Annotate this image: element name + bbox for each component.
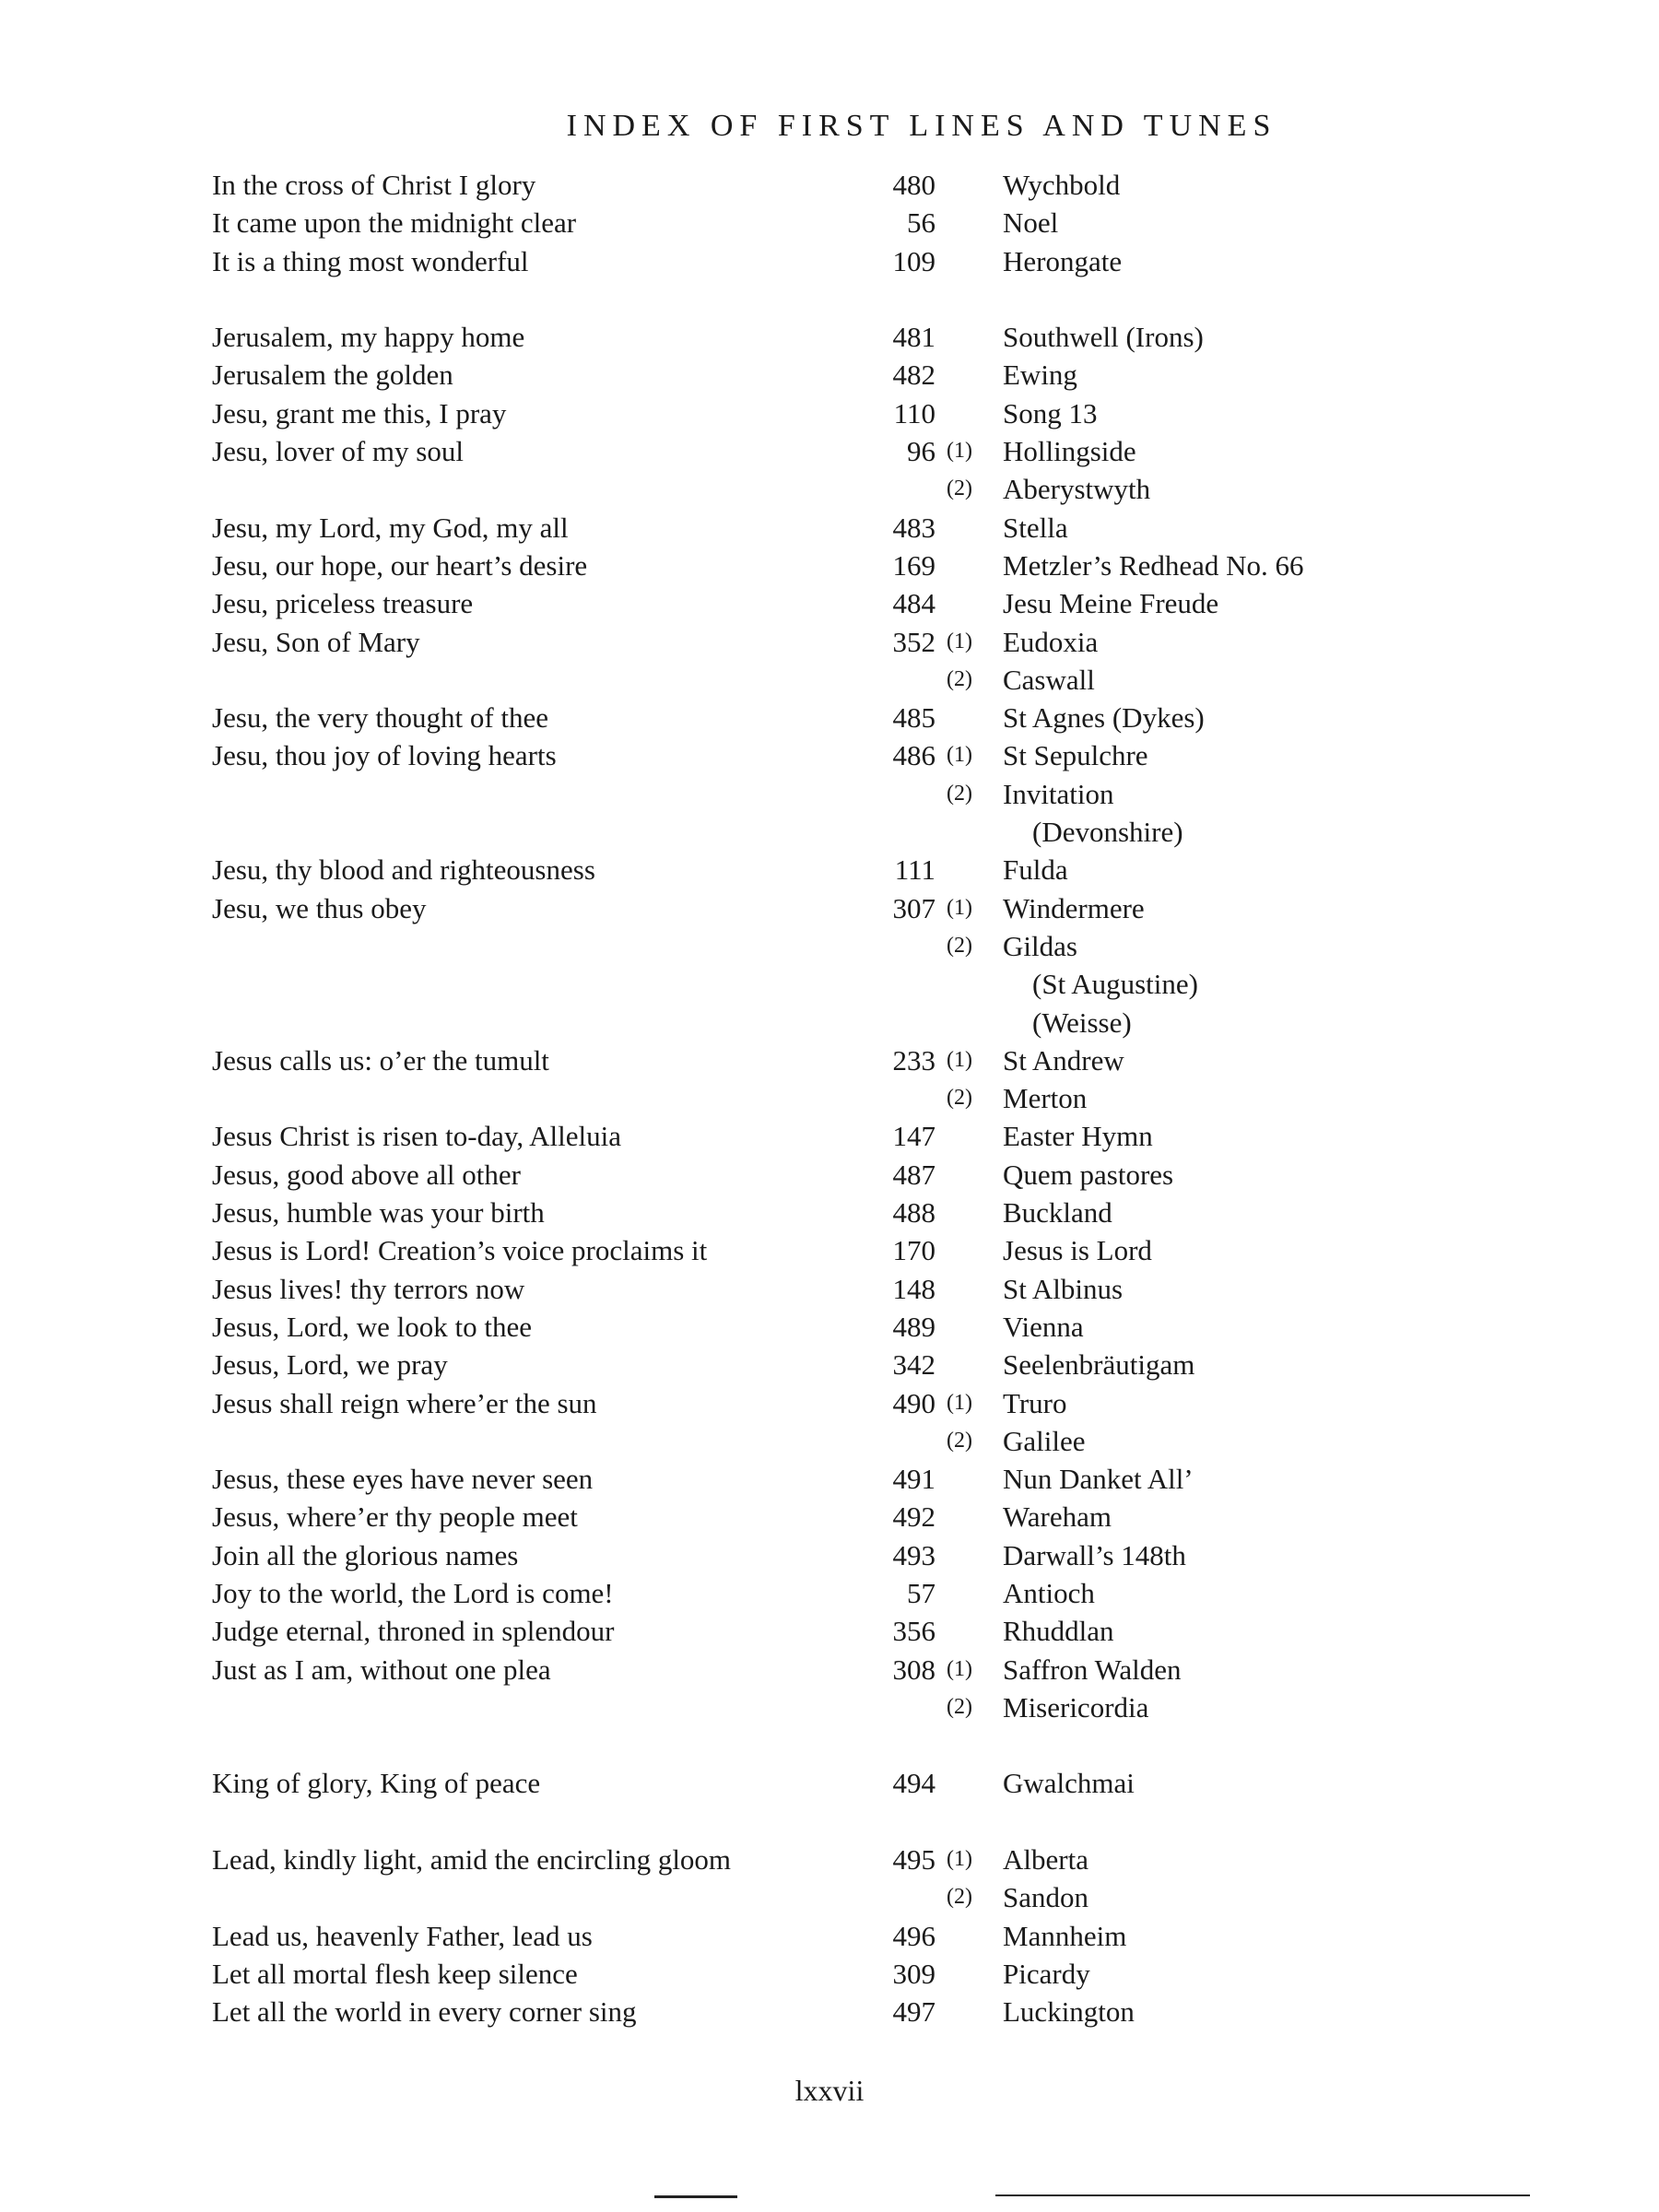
first-line: Lead us, heavenly Father, lead us: [212, 1919, 593, 1952]
hymn-number: 96: [907, 435, 935, 468]
index-row: [0, 965, 1659, 1003]
index-row: [0, 166, 1659, 204]
tune-alternative: (2): [947, 666, 972, 691]
index-row: [0, 889, 1659, 927]
hymn-number: 485: [892, 701, 935, 735]
tune-name: Metzler’s Redhead No. 66: [1003, 548, 1304, 582]
first-line: King of glory, King of peace: [212, 1767, 541, 1800]
first-line: Jesus shall reign where’er the sun: [212, 1386, 597, 1419]
hymn-number: 342: [892, 1348, 935, 1382]
first-line: Lead, kindly light, amid the encircling gloom: [212, 1843, 732, 1877]
index-row: [0, 470, 1659, 508]
page-title: [0, 109, 1659, 144]
tune-name: (St Augustine): [1032, 968, 1198, 1001]
hymn-number: 480: [892, 169, 935, 201]
tune-name: Easter Hymn: [1003, 1120, 1153, 1153]
index-row: [0, 1041, 1659, 1079]
index-row: [0, 1612, 1659, 1650]
bottom-rule-right: [995, 2194, 1530, 2196]
tune-name: Invitation: [1003, 777, 1114, 810]
tune-name: Wychbold: [1003, 169, 1121, 201]
tune-alternative: (1): [947, 1656, 972, 1681]
tune-name: Merton: [1003, 1082, 1088, 1115]
tune-name: Galilee: [1003, 1424, 1086, 1457]
hymn-number: 488: [892, 1196, 935, 1230]
index-row: [0, 1993, 1659, 2030]
index-row: [0, 1764, 1659, 1802]
index-row: [0, 1726, 1659, 1764]
tune-name: Alberta: [1003, 1843, 1088, 1877]
hymn-number: 56: [907, 206, 935, 240]
tune-name: Saffron Walden: [1003, 1653, 1182, 1686]
hymn-number: 482: [892, 359, 935, 392]
index-row: [0, 661, 1659, 699]
tune-alternative: (1): [947, 1390, 972, 1415]
hymn-number: 489: [892, 1310, 935, 1343]
hymn-number: 484: [892, 587, 935, 620]
hymn-number: 481: [892, 321, 935, 354]
hymn-number: 147: [892, 1120, 935, 1153]
index-table: [0, 166, 1659, 2031]
first-line: Jesu, lover of my soul: [212, 435, 464, 468]
tune-name: Aberystwyth: [1003, 473, 1151, 506]
hymn-number: 308: [892, 1653, 935, 1686]
tune-name: Quem pastores: [1003, 1158, 1174, 1191]
tune-alternative: (2): [947, 1885, 972, 1910]
index-row: [0, 1231, 1659, 1269]
tune-name: Buckland: [1003, 1196, 1112, 1230]
tune-name: Jesus is Lord: [1003, 1234, 1152, 1267]
tune-name: Seelenbräutigam: [1003, 1348, 1195, 1382]
first-line: Jesu, the very thought of thee: [212, 701, 549, 735]
index-row: [0, 1460, 1659, 1498]
first-line: Jesus calls us: o’er the tumult: [212, 1043, 549, 1077]
first-line: Jesus, humble was your birth: [212, 1196, 545, 1230]
hymn-number: 352: [892, 625, 935, 658]
first-line: In the cross of Christ I glory: [212, 169, 536, 201]
index-row: [0, 1498, 1659, 1535]
tune-name: (Devonshire): [1032, 816, 1183, 849]
hymn-number: 486: [892, 739, 935, 772]
index-row: [0, 927, 1659, 965]
index-row: [0, 509, 1659, 547]
first-line: Jesu, priceless treasure: [212, 587, 474, 620]
bottom-rule-left: [654, 2195, 737, 2198]
first-line: Jesu, thou joy of loving hearts: [212, 739, 557, 772]
first-line: Join all the glorious names: [212, 1538, 519, 1571]
first-line: Jesus, these eyes have never seen: [212, 1463, 594, 1496]
tune-alternative: (2): [947, 1428, 972, 1453]
tune-alternative: (1): [947, 629, 972, 653]
first-line: It is a thing most wonderful: [212, 244, 529, 277]
tune-alternative: (2): [947, 1694, 972, 1719]
hymn-number: 487: [892, 1158, 935, 1191]
tune-name: Noel: [1003, 206, 1059, 240]
index-row: [0, 813, 1659, 851]
index-row: [0, 623, 1659, 661]
first-line: Jesu, Son of Mary: [212, 625, 420, 658]
index-row: [0, 1384, 1659, 1422]
index-row: [0, 204, 1659, 241]
hymn-number: 496: [892, 1919, 935, 1952]
tune-alternative: (1): [947, 439, 972, 464]
first-line: It came upon the midnight clear: [212, 206, 577, 240]
index-row: [0, 1422, 1659, 1460]
hymn-number: 110: [893, 396, 935, 429]
tune-name: Sandon: [1003, 1881, 1088, 1914]
tune-name: Ewing: [1003, 359, 1077, 392]
index-row: [0, 1079, 1659, 1117]
index-row: [0, 280, 1659, 318]
tune-name: Wareham: [1003, 1500, 1112, 1534]
index-row: [0, 775, 1659, 813]
tune-name: St Sepulchre: [1003, 739, 1148, 772]
index-row: [0, 356, 1659, 394]
hymn-number: 492: [892, 1500, 935, 1534]
hymn-number: 111: [894, 853, 935, 887]
index-row: [0, 432, 1659, 470]
index-row: [0, 1574, 1659, 1612]
first-line: Jesus lives! thy terrors now: [212, 1272, 525, 1305]
tune-name: Picardy: [1003, 1957, 1090, 1990]
index-row: [0, 699, 1659, 736]
tune-name: Rhuddlan: [1003, 1615, 1114, 1648]
first-line: Let all the world in every corner sing: [212, 1995, 637, 2029]
index-row: [0, 1308, 1659, 1346]
first-line: Jesu, my Lord, my God, my all: [212, 511, 569, 544]
first-line: Jesu, our hope, our heart’s desire: [212, 548, 588, 582]
index-row: [0, 1803, 1659, 1841]
first-line: Jesus, where’er thy people meet: [212, 1500, 578, 1534]
hymn-number: 490: [892, 1386, 935, 1419]
index-row: [0, 1346, 1659, 1383]
index-row: [0, 547, 1659, 584]
index-row: [0, 1651, 1659, 1688]
tune-name: Jesu Meine Freude: [1003, 587, 1219, 620]
index-row: [0, 584, 1659, 622]
tune-name: Mannheim: [1003, 1919, 1127, 1952]
first-line: Jesu, thy blood and righteousness: [212, 853, 595, 887]
first-line: Jerusalem the golden: [212, 359, 453, 392]
tune-alternative: (1): [947, 1847, 972, 1872]
hymn-number: 497: [892, 1995, 935, 2029]
hymn-number: 57: [907, 1576, 935, 1609]
tune-name: Caswall: [1003, 663, 1095, 696]
first-line: Jesus is Lord! Creation’s voice proclaims it: [212, 1234, 708, 1267]
index-row: [0, 1194, 1659, 1231]
tune-name: Vienna: [1003, 1310, 1084, 1343]
hymn-number: 309: [892, 1957, 935, 1990]
tune-alternative: (1): [947, 1047, 972, 1072]
first-line: Jesus, good above all other: [212, 1158, 521, 1191]
first-line: Judge eternal, throned in splendour: [212, 1615, 615, 1648]
index-row: [0, 1117, 1659, 1155]
index-row: [0, 1004, 1659, 1041]
tune-name: Hollingside: [1003, 435, 1136, 468]
index-row: [0, 1270, 1659, 1308]
tune-alternative: (2): [947, 1086, 972, 1111]
hymn-number: 495: [892, 1843, 935, 1877]
first-line: Jesus, Lord, we look to thee: [212, 1310, 532, 1343]
hymn-number: 233: [892, 1043, 935, 1077]
index-row: [0, 1878, 1659, 1916]
hymn-number: 483: [892, 511, 935, 544]
tune-alternative: (2): [947, 477, 972, 501]
tune-name: Gildas: [1003, 929, 1077, 962]
tune-name: Southwell (Irons): [1003, 321, 1204, 354]
tune-name: Antioch: [1003, 1576, 1095, 1609]
hymn-number: 170: [892, 1234, 935, 1267]
first-line: Jesus, Lord, we pray: [212, 1348, 448, 1382]
index-row: [0, 242, 1659, 280]
index-row: [0, 1156, 1659, 1194]
first-line: Jesus Christ is risen to-day, Alleluia: [212, 1120, 622, 1153]
tune-name: Fulda: [1003, 853, 1068, 887]
first-line: Joy to the world, the Lord is come!: [212, 1576, 614, 1609]
tune-name: (Weisse): [1032, 1006, 1132, 1039]
hymn-number: 493: [892, 1538, 935, 1571]
tune-name: St Agnes (Dykes): [1003, 701, 1205, 735]
tune-name: Herongate: [1003, 244, 1123, 277]
first-line: Jesu, grant me this, I pray: [212, 396, 507, 429]
tune-name: Stella: [1003, 511, 1068, 544]
tune-name: St Andrew: [1003, 1043, 1124, 1077]
tune-alternative: (1): [947, 743, 972, 768]
tune-alternative: (1): [947, 895, 972, 920]
index-row: [0, 1917, 1659, 1955]
tune-name: Nun Danket All’: [1003, 1463, 1194, 1496]
first-line: Jerusalem, my happy home: [212, 321, 525, 354]
hymn-number: 356: [892, 1615, 935, 1648]
hymn-number: 148: [892, 1272, 935, 1305]
tune-alternative: (2): [947, 781, 972, 806]
tune-name: Song 13: [1003, 396, 1098, 429]
tune-name: Eudoxia: [1003, 625, 1099, 658]
index-row: [0, 1536, 1659, 1574]
tune-alternative: (2): [947, 933, 972, 958]
tune-name: Truro: [1003, 1386, 1067, 1419]
index-row: [0, 1841, 1659, 1878]
hymn-number: 494: [892, 1767, 935, 1800]
tune-name: Luckington: [1003, 1995, 1135, 2029]
first-line: Jesu, we thus obey: [212, 891, 427, 924]
page-folio: lxxvii: [794, 2074, 865, 2107]
index-row: [0, 736, 1659, 774]
hymn-number: 491: [892, 1463, 935, 1496]
index-row: [0, 851, 1659, 888]
page-title-text: INDEX OF FIRST LINES AND TUNES: [566, 109, 1277, 143]
hymn-number: 109: [892, 244, 935, 277]
index-row: [0, 1955, 1659, 1993]
tune-name: Windermere: [1003, 891, 1145, 924]
hymn-number: 169: [892, 548, 935, 582]
tune-name: St Albinus: [1003, 1272, 1124, 1305]
tune-name: Darwall’s 148th: [1003, 1538, 1186, 1571]
tune-name: Gwalchmai: [1003, 1767, 1135, 1800]
index-row: [0, 318, 1659, 356]
index-row: [0, 394, 1659, 432]
hymn-number: 307: [892, 891, 935, 924]
tune-name: Misericordia: [1003, 1690, 1149, 1724]
first-line: Let all mortal flesh keep silence: [212, 1957, 578, 1990]
index-row: [0, 1688, 1659, 1726]
first-line: Just as I am, without one plea: [212, 1653, 551, 1686]
